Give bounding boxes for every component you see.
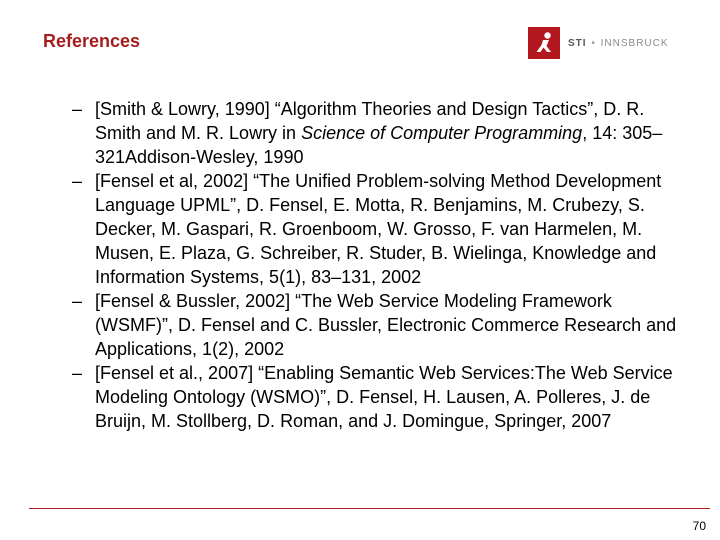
reference-text: [Smith & Lowry, 1990] “Algorithm Theories and Design Tactics”, D. R. Smith and M. R. Lowry in (95, 99, 645, 143)
list-dash: – (72, 99, 83, 119)
reference-text-tail: , 14: 305–321Addison-Wesley, 1990 (95, 123, 663, 167)
reference-text: [Fensel et al., 2007] “Enabling Semantic Web Services:The Web Service Modeling Ontology (WSMO)”, D. Fensel, H. Lausen, A. Polleres, J. de Bruijn, M. Stollberg, D. Roman, and J. Domingue, Springer, 2007 (95, 363, 673, 431)
sti-logo-mark-icon (528, 27, 560, 59)
reference-text: [Fensel & Bussler, 2002] “The Web Service Modeling Framework (WSMF)”, D. Fensel and C. Bussler, Electronic Commerce Research and Applications, 1(2), 2002 (95, 291, 677, 359)
reference-venue: Science of Computer Programming (301, 123, 583, 143)
reference-item (72, 97, 682, 169)
slide-title: References (43, 31, 141, 51)
footer-divider (29, 508, 710, 509)
logo-separator: • (591, 37, 596, 49)
reference-list (72, 97, 682, 433)
page-number: 70 (692, 519, 706, 533)
reference-item (72, 289, 682, 361)
logo-wordmark (568, 38, 669, 49)
list-dash: – (72, 363, 83, 383)
reference-text: [Fensel et al, 2002] “The Unified Problem-solving Method Development Language UPML”, D. Fensel, E. Motta, R. Benjamins, M. Crubezy, S. Decker, M. Gaspari, R. Groenboom, W. Grosso, F. van Harmelen, M. Musen, E. Plaza, G. Schreiber, R. Studer, B. Wielinga, Knowledge and Information Systems, 5(1), 83–131, 2002 (95, 171, 662, 287)
sti-innsbruck-logo (528, 27, 669, 59)
logo-brand: STI (568, 37, 587, 49)
logo-location: INNSBRUCK (600, 37, 669, 49)
reference-item (72, 169, 682, 289)
list-dash: – (72, 291, 83, 311)
reference-item (72, 361, 682, 433)
list-dash: – (72, 171, 83, 191)
